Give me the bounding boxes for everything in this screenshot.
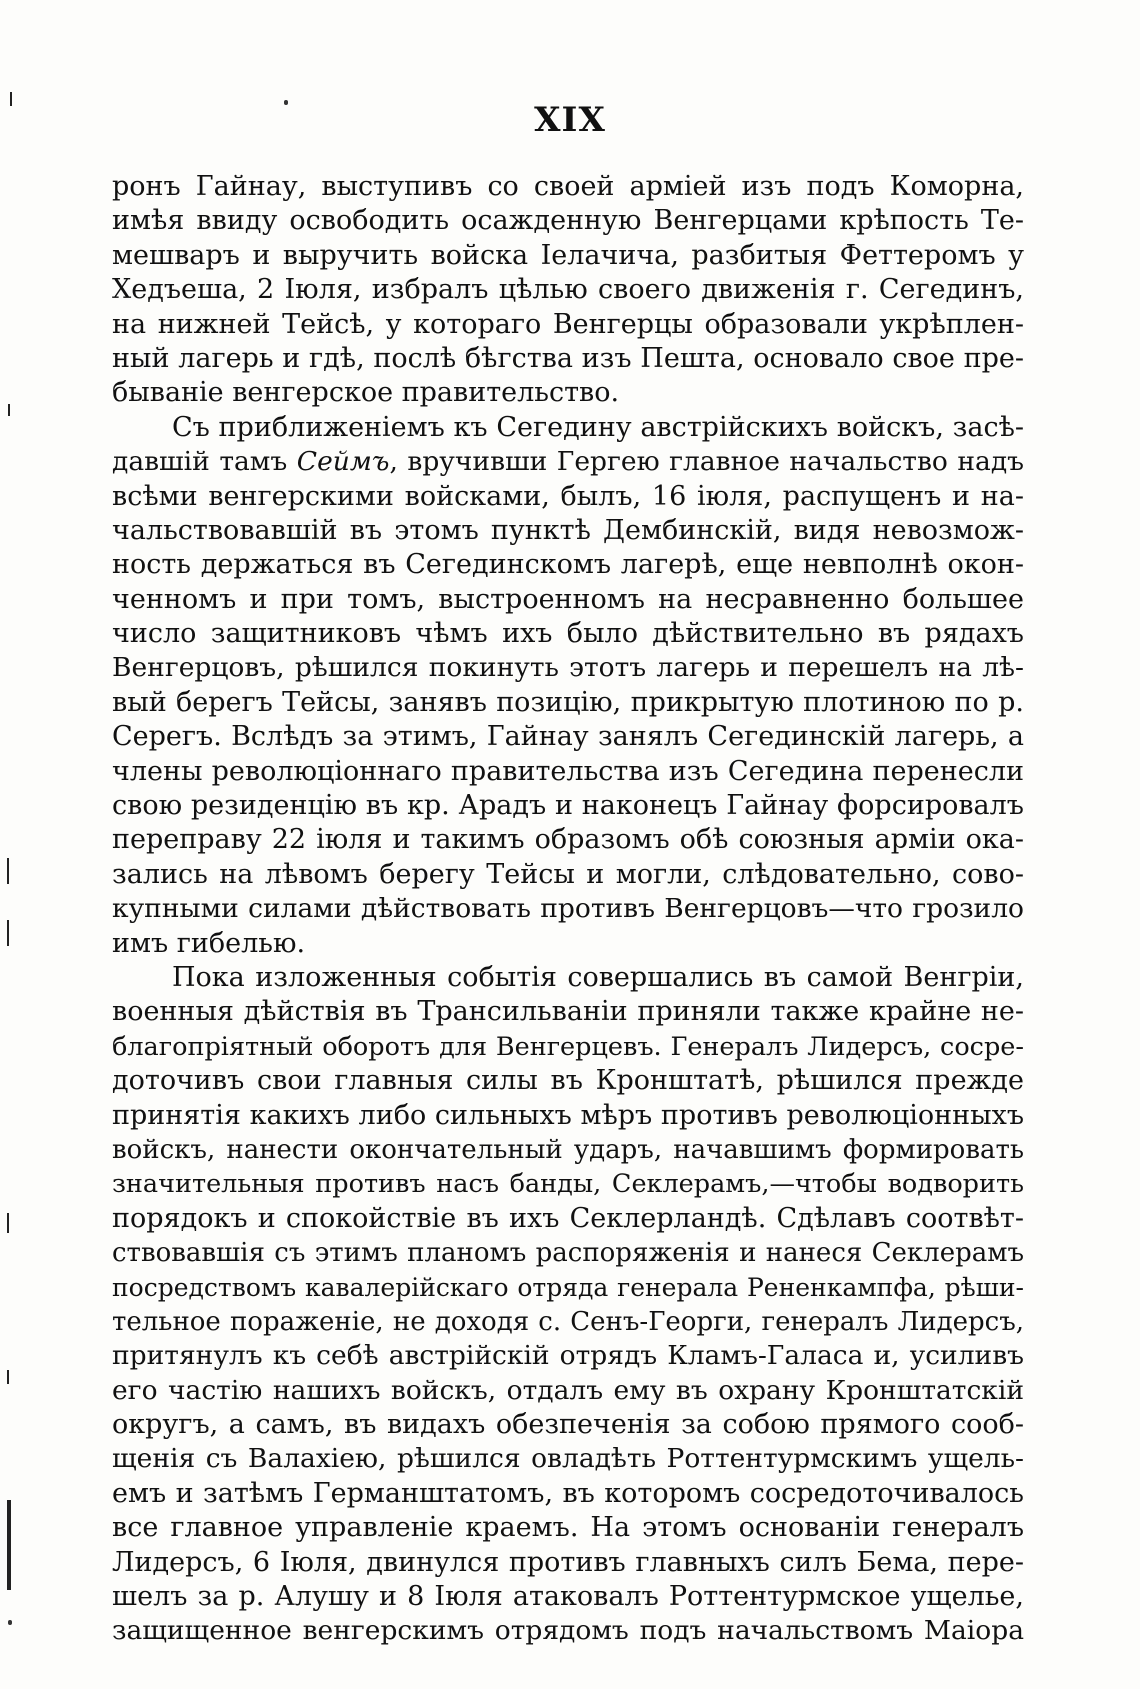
- margin-mark: [8, 404, 10, 416]
- text-line: вый берегъ Тейсы, занявъ позицію, прикрытую плотиною по р.: [112, 686, 1024, 718]
- paragraph-3: [112, 961, 1024, 1649]
- text-line: ствовавшія съ этимъ планомъ распоряженія и нанеся Секлерамъ: [112, 1238, 1024, 1269]
- text-line: имѣя ввиду освободить осажденную Венгерцами крѣпость Те-: [112, 205, 1024, 237]
- paragraph-2: [112, 411, 1024, 961]
- text-line: притянулъ къ себѣ австрійскій отрядъ Кламъ-Галаса и, усиливъ: [112, 1340, 1024, 1372]
- text-line: порядокъ и спокойствіе въ ихъ Секлерландѣ. Сдѣлавъ соотвѣт-: [112, 1202, 1024, 1234]
- text-line: [112, 445, 1024, 479]
- text-line: чальствовавшій въ этомъ пунктѣ Дембинскій, видя невозмож-: [112, 514, 1024, 546]
- text-line: Лидерсъ, 6 Іюля, двинулся противъ главныхъ силъ Бема, пере-: [112, 1546, 1024, 1578]
- text-line: все главное управленіе краемъ. На этомъ основаніи генералъ: [112, 1512, 1024, 1544]
- text-segment: давшій тамъ: [112, 446, 297, 478]
- text-line: доточивъ свои главныя силы въ Кронштатѣ, рѣшился прежде: [112, 1065, 1024, 1097]
- text-line: его частію нашихъ войскъ, отдалъ ему въ охрану Кронштатскій: [112, 1374, 1024, 1406]
- text-line: Съ приближеніемъ къ Сегедину австрійскихъ войскъ, засѣ-: [172, 411, 1024, 443]
- text-line: число защитниковъ чѣмъ ихъ было дѣйствительно въ рядахъ: [112, 618, 1024, 650]
- text-line: Венгерцовъ, рѣшился покинуть этотъ лагерь и перешелъ на лѣ-: [112, 652, 1024, 684]
- margin-mark: [7, 1500, 11, 1590]
- text-line: благопріятный оборотъ для Венгерцевъ. Генералъ Лидерсъ, сосре-: [112, 1031, 1024, 1062]
- text-line: на нижней Тейсѣ, у котораго Венгерцы образовали укрѣплен-: [112, 308, 1024, 340]
- margin-mark: [7, 1370, 9, 1384]
- text-line: Пока изложенныя событія совершались въ самой Венгріи,: [172, 961, 1024, 993]
- page-number: XIX: [534, 100, 606, 140]
- text-line: защищенное венгерскимъ отрядомъ подъ начальствомъ Маіора: [112, 1615, 1024, 1647]
- text-line: члены революціоннаго правительства изъ Сегедина перенесли: [112, 755, 1024, 787]
- text-line: емъ и затѣмъ Германштатомъ, въ которомъ сосредоточивалось: [112, 1477, 1024, 1509]
- text-line: Серегъ. Вслѣдъ за этимъ, Гайнау занялъ Сегединскій лагерь, а: [112, 721, 1024, 753]
- text-line: имъ гибелью.: [112, 927, 306, 959]
- text-line: переправу 22 іюля и такимъ образомъ обѣ союзныя арміи ока-: [112, 824, 1024, 856]
- text-line: значительныя противъ насъ банды, Секлерамъ,—чтобы водворить: [112, 1169, 1024, 1200]
- emphasized-term: Сеймъ: [296, 446, 390, 478]
- text-line: тельное пораженіе, не доходя с. Сенъ-Георги, генералъ Лидерсъ,: [112, 1306, 1024, 1337]
- text-line: округъ, а самъ, въ видахъ обезпеченія за собою прямого сооб-: [112, 1409, 1024, 1441]
- text-line: свою резиденцію въ кр. Арадъ и наконецъ Гайнау форсировалъ: [112, 790, 1024, 822]
- text-line: ронъ Гайнау, выступивъ со своей арміей изъ подъ Коморна,: [112, 171, 1024, 202]
- margin-mark: [7, 858, 9, 884]
- margin-mark: [7, 920, 9, 946]
- text-line: ченномъ и при томъ, выстроенномъ на несравненно большее: [112, 583, 1024, 615]
- paragraph-1: [112, 170, 1024, 411]
- text-line: купными силами дѣйствовать противъ Венгерцовъ—что грозило: [112, 893, 1024, 925]
- text-line: шелъ за р. Алушу и 8 Іюля атаковалъ Роттентурмское ущелье,: [112, 1581, 1024, 1613]
- text-line: всѣми венгерскими войсками, былъ, 16 іюля, распущенъ и на-: [112, 480, 1024, 512]
- text-segment: , вручивши Гергею главное начальство надъ: [389, 446, 1024, 478]
- text-line: войскъ, нанести окончательный ударъ, начавшимъ формировать: [112, 1134, 1024, 1165]
- text-line: бываніе венгерское правительство.: [112, 377, 620, 409]
- text-line: принятія какихъ либо сильныхъ мѣръ противъ революціонныхъ: [112, 1099, 1024, 1131]
- text-line: посредствомъ кавалерійскаго отряда генерала Рененкампфа, рѣши-: [112, 1272, 1024, 1302]
- margin-mark: [7, 1213, 9, 1233]
- text-line: Хедъеша, 2 Іюля, избралъ цѣлью своего движенія г. Сегединъ,: [112, 274, 1024, 306]
- text-line: ный лагерь и гдѣ, послѣ бѣгства изъ Пешта, основало свое пре-: [112, 342, 1024, 374]
- text-line: ность держаться въ Сегединскомъ лагерѣ, еще невполнѣ окон-: [112, 549, 1024, 581]
- text-line: зались на лѣвомъ берегу Тейсы и могли, слѣдовательно, сово-: [112, 858, 1024, 890]
- text-line: мешваръ и выручить войска Іелачича, разбитыя Феттеромъ у: [112, 239, 1024, 271]
- body-text: [112, 170, 1024, 1649]
- text-line: щенія съ Валахіею, рѣшился овладѣть Роттентурмскимъ ущель-: [112, 1443, 1024, 1475]
- scan-speck: [8, 1620, 12, 1625]
- text-line: военныя дѣйствія въ Трансильваніи приняли также крайне не-: [112, 996, 1024, 1028]
